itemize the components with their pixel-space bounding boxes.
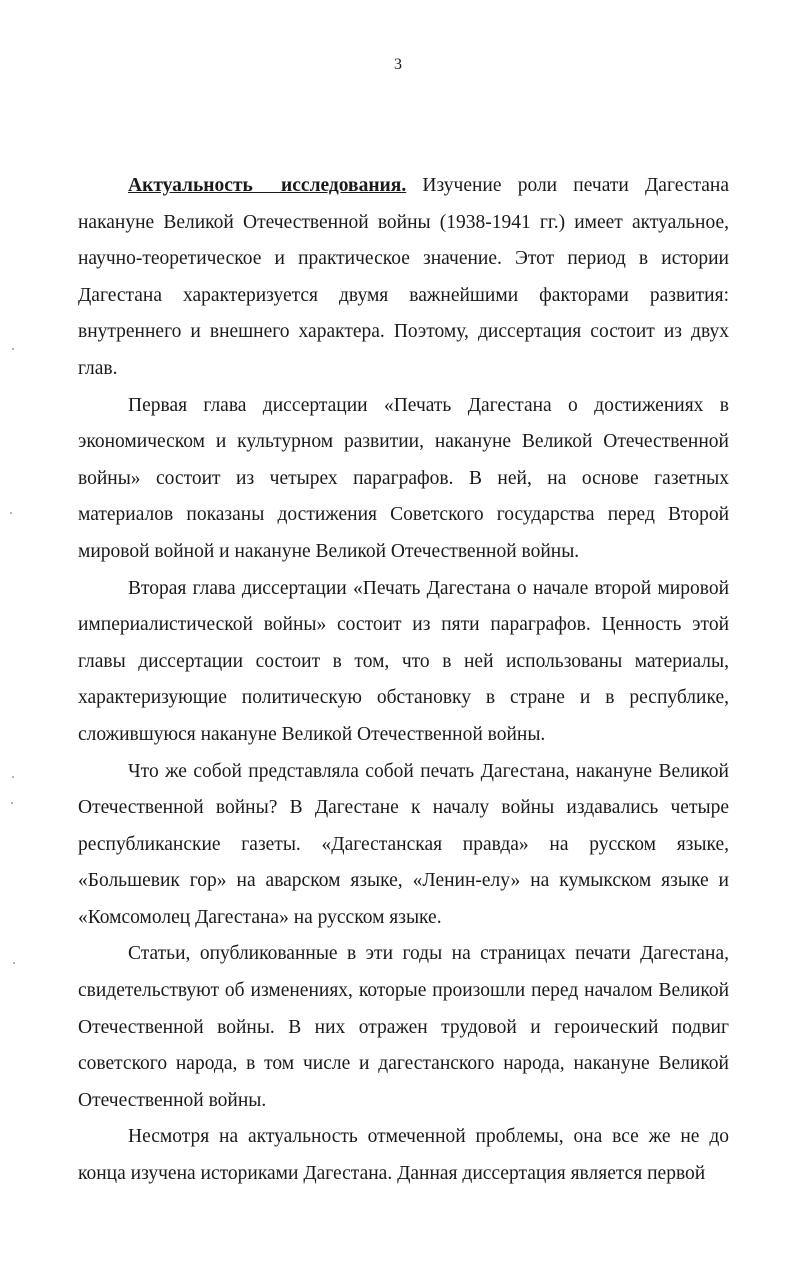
paragraph-6: Несмотря на актуальность отмеченной проблемы, она все же не до конца изучена историками Дагестана. Данная диссертация является первой <box>78 1126 729 1185</box>
page-number: 3 <box>394 56 402 73</box>
scan-speck <box>10 512 12 514</box>
scan-speck <box>11 802 13 804</box>
paragraph-5: Статьи, опубликованные в эти годы на страницах печати Дагестана, свидетельствуют об изменениях, которые произошли перед началом Великой Отечественной войны. В них отражен трудовой и героический подвиг советского народа, в том числе и дагестанского народа, накануне Великой Отечественной войны. <box>78 943 729 1111</box>
paragraph-2: Первая глава диссертации «Печать Дагестана о достижениях в экономическом и культурном развитии, накануне Великой Отечественной войны» состоит из четырех параграфов. В ней, на основе газетных материалов показаны достижения Советского государства перед Второй мировой войной и накануне Великой Отечественной войны. <box>78 394 729 562</box>
paragraph-1-text: Изучение роли печати Дагестана накануне Великой Отечественной войны (1938-1941 гг.) имеет актуальное, научно-теоретическое и практическое значение. Этот период в истории Дагестана характеризуется двумя важнейшими факторами развития: внутреннего и внешнего характера. Поэтому, диссертация состоит из двух глав. <box>78 175 729 379</box>
section-heading: Актуальность исследования. <box>128 175 407 196</box>
paragraph-3: Вторая глава диссертации «Печать Дагестана о начале второй мировой империалистической войны» состоит из пяти параграфов. Ценность этой главы диссертации состоит в том, что в ней использованы материалы, характеризующие политическую обстановку в стране и в республике, сложившуюся накануне Великой Отечественной войны. <box>78 577 729 745</box>
paragraph-4: Что же собой представляла собой печать Дагестана, накануне Великой Отечественной войны? В Дагестане к началу войны издавались четыре республиканские газеты. «Дагестанская правда» на русском языке, «Большевик гор» на аварском языке, «Ленин-елу» на кумыкском языке и «Комсомолец Дагестана» на русском языке. <box>78 760 729 928</box>
scan-speck <box>12 776 14 778</box>
paragraph-1 <box>78 168 729 388</box>
scan-speck <box>13 962 15 964</box>
document-body <box>78 168 729 1193</box>
scan-speck <box>12 348 14 350</box>
